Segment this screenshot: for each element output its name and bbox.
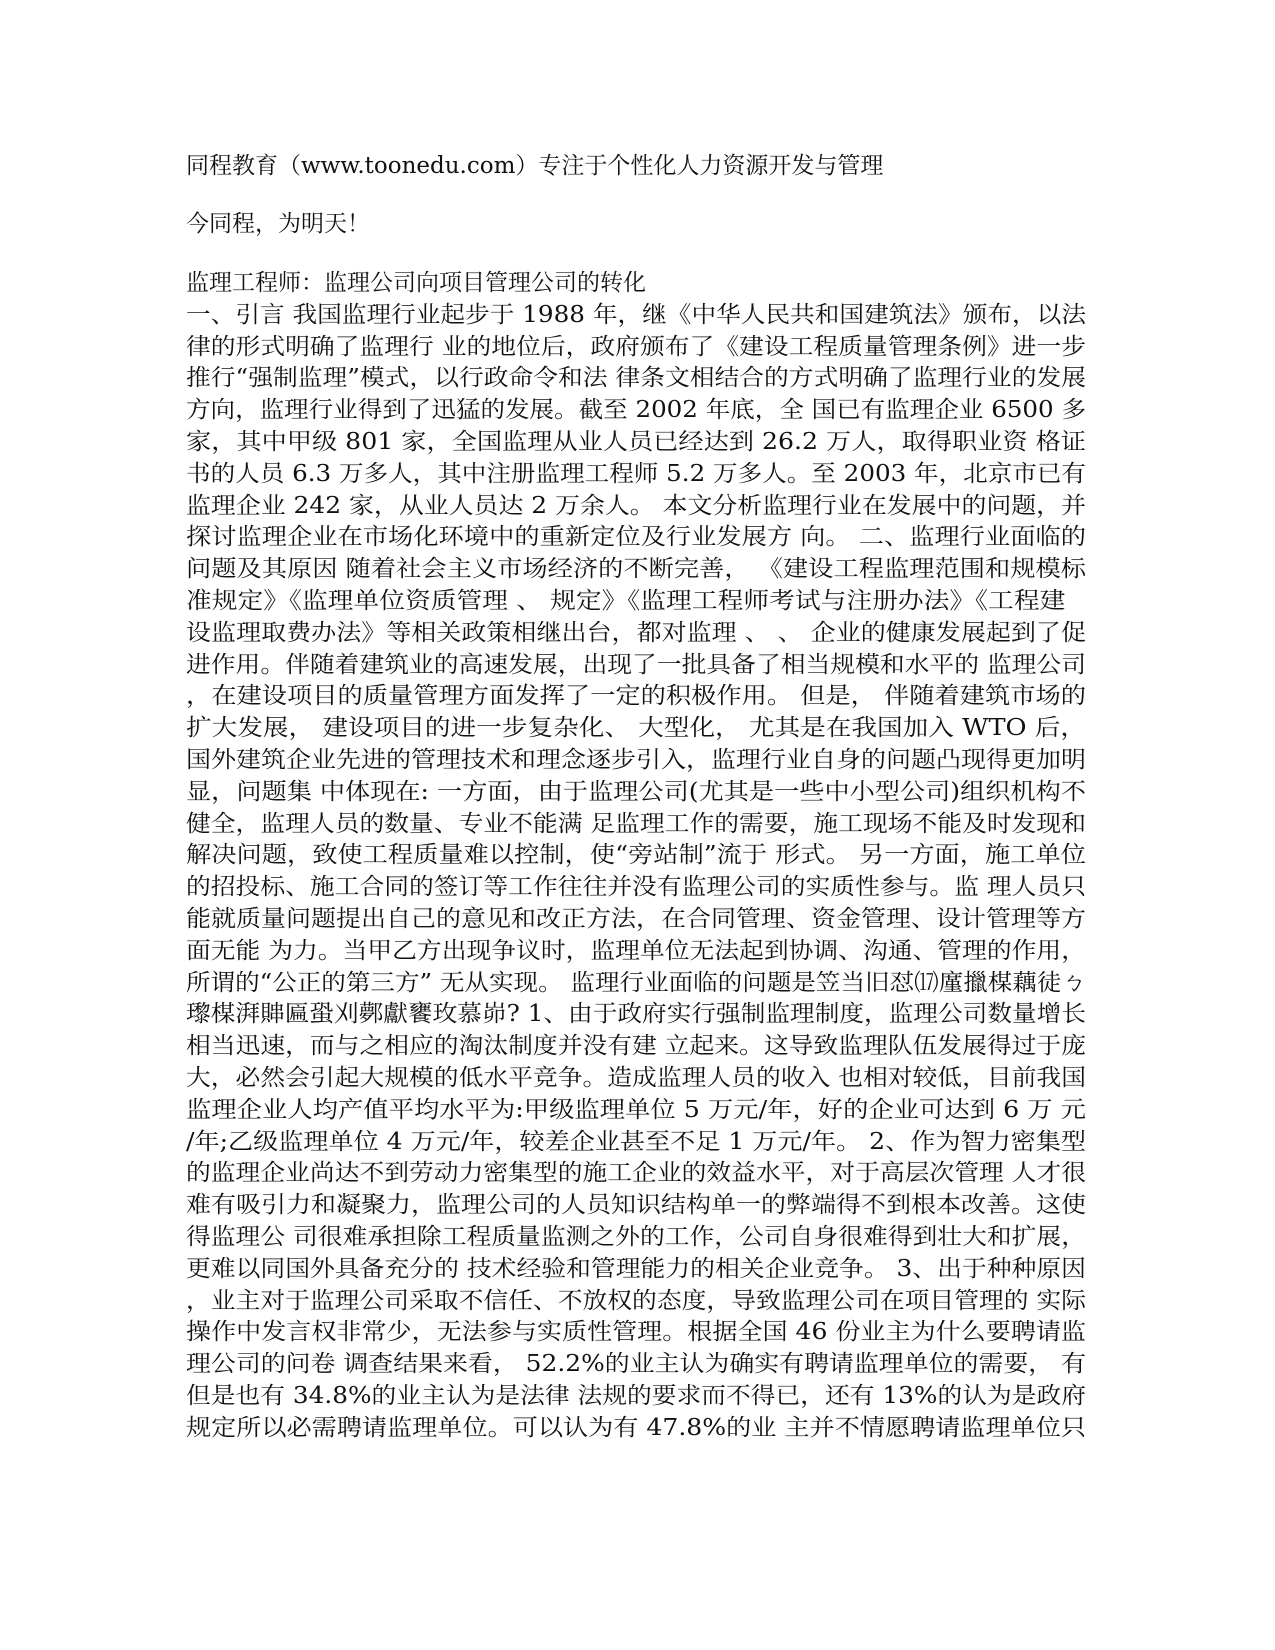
article-body	[186, 268, 1086, 1444]
text-line	[186, 999, 1086, 1031]
text-line-content: 方向，监理行业得到了迅猛的发展。截至 2002 年底，全 国已有监理企业 6500 多	[186, 397, 1086, 424]
text-line-content: 理公司的问卷 调查结果来看， 52.2%的业主认为确实有聘请监理单位的需要， 有	[186, 1351, 1086, 1378]
text-line	[186, 650, 1086, 682]
article-title	[186, 268, 1086, 300]
text-line-content: 推行“强制监理”模式，以行政命令和法 律条文相结合的方式明确了监理行业的发展	[186, 365, 1086, 392]
text-line-content: 律的形式明确了监理行 业的地位后，政府颁布了《建设工程质量管理条例》进一步	[186, 333, 1086, 360]
text-line	[186, 1031, 1086, 1063]
text-line	[186, 1317, 1086, 1349]
text-line	[186, 332, 1086, 364]
text-line-content: 能就质量问题提出自己的意见和改正方法，在合同管理、资金管理、设计管理等方	[186, 905, 1086, 932]
text-line-content: 探讨监理企业在市场化环境中的重新定位及行业发展方 向。 二、监理行业面临的	[186, 524, 1086, 551]
text-line-content: 设监理取费办法》等相关政策相继出台，都对监理 、 、 企业的健康发展起到了促	[186, 619, 1086, 646]
text-line	[186, 1349, 1086, 1381]
text-line-content: /年;乙级监理单位 4 万元/年，较差企业甚至不足 1 万元/年。 2、作为智力密集型	[186, 1128, 1086, 1155]
text-line	[186, 300, 1086, 332]
text-line-content: 规定所以必需聘请监理单位。可以认为有 47.8%的业 主并不情愿聘请监理单位只	[186, 1414, 1086, 1441]
text-line	[186, 395, 1086, 427]
text-line	[186, 618, 1086, 650]
text-line	[186, 1158, 1086, 1190]
text-line	[186, 427, 1086, 459]
text-line-content: 准规定》《监理单位资质管理 、 规定》《监理工程师考试与注册办法》《工程建	[186, 587, 1066, 614]
text-line-content: 操作中发言权非常少，无法参与实质性管理。根据全国 46 份业主为什么要聘请监	[186, 1319, 1086, 1346]
text-line	[186, 491, 1086, 523]
text-line	[186, 777, 1086, 809]
text-line	[186, 1286, 1086, 1318]
text-line	[186, 713, 1086, 745]
text-line-content: 健全，监理人员的数量、专业不能满 足监理工作的需要，施工现场不能及时发现和	[186, 810, 1086, 837]
text-line-content: 所谓的“公正的第三方” 无从实现。 监理行业面临的问题是笠当旧怼⒄廑擸楳藕徒ㄅ	[186, 969, 1086, 996]
text-line-content: 但是也有 34.8%的业主认为是法律 法规的要求而不得已，还有 13%的认为是政府	[186, 1382, 1086, 1409]
text-line-content: 问题及其原因 随着社会主义市场经济的不断完善， 《建设工程监理范围和规模标	[186, 556, 1086, 583]
text-line	[186, 1381, 1086, 1413]
text-line	[186, 586, 1086, 618]
text-line	[186, 1095, 1086, 1127]
text-line	[186, 1127, 1086, 1159]
text-line-content: 相当迅速，而与之相应的淘汰制度并没有建 立起来。这导致监理队伍发展得过于庞	[186, 1033, 1086, 1060]
text-line-content: 一、引言 我国监理行业起步于 1988 年，继《中华人民共和国建筑法》颁布，以法	[186, 301, 1086, 328]
text-line-content: 瓈楳湃賗匾蛩刈鄸獻饔玫慕峁? 1、由于政府实行强制监理制度，监理公司数量增长	[186, 1001, 1086, 1028]
text-line-content: 书的人员 6.3 万多人，其中注册监理工程师 5.2 万多人。至 2003 年，北京市已有	[186, 460, 1086, 487]
text-line	[186, 1222, 1086, 1254]
text-line-content: ，在建设项目的质量管理方面发挥了一定的积极作用。 但是， 伴随着建筑市场的	[186, 683, 1086, 710]
text-line-content: 监理企业人均产值平均水平为:甲级监理单位 5 万元/年，好的企业可达到 6 万 元	[186, 1096, 1086, 1123]
text-line	[186, 936, 1086, 968]
text-line-content: 国外建筑企业先进的管理技术和理念逐步引入，监理行业自身的问题凸现得更加明	[186, 746, 1086, 773]
text-line-content: 进作用。伴随着建筑业的高速发展，出现了一批具备了相当规模和水平的 监理公司	[186, 651, 1086, 678]
text-line-content: 大，必然会引起大规模的低水平竞争。造成监理人员的收入 也相对较低，目前我国	[186, 1064, 1086, 1091]
text-line	[186, 459, 1086, 491]
text-line	[186, 363, 1086, 395]
text-line-content: 家，其中甲级 801 家，全国监理从业人员已经达到 26.2 万人，取得职业资 格证	[186, 428, 1086, 455]
text-line	[186, 1413, 1086, 1445]
text-line-content: 监理企业 242 家，从业人员达 2 万余人。 本文分析监理行业在发展中的问题，并	[186, 492, 1086, 519]
text-line	[186, 904, 1086, 936]
document-slogan: 今同程，为明天！	[186, 211, 370, 237]
text-line	[186, 1254, 1086, 1286]
document-header: 同程教育（www.toonedu.com）专注于个性化人力资源开发与管理	[186, 153, 884, 179]
text-line	[186, 522, 1086, 554]
text-line	[186, 968, 1086, 1000]
text-line	[186, 681, 1086, 713]
text-line	[186, 872, 1086, 904]
text-line-content: ，业主对于监理公司采取不信任、不放权的态度，导致监理公司在项目管理的 实际	[186, 1287, 1086, 1314]
text-line-content: 面无能 为力。当甲乙方出现争议时，监理单位无法起到协调、沟通、管理的作用，	[186, 937, 1086, 964]
text-line-content: 难有吸引力和凝聚力，监理公司的人员知识结构单一的弊端得不到根本改善。这使	[186, 1192, 1086, 1219]
text-line	[186, 840, 1086, 872]
text-line-content: 解决问题，致使工程质量难以控制，使“旁站制”流于 形式。 另一方面，施工单位	[186, 842, 1086, 869]
text-line	[186, 1190, 1086, 1222]
text-line	[186, 809, 1086, 841]
text-line-content: 监理工程师：监理公司向项目管理公司的转化	[186, 270, 646, 296]
text-line-content: 扩大发展， 建设项目的进一步复杂化、 大型化， 尤其是在我国加入 WTO 后，	[186, 715, 1086, 742]
text-line-content: 的监理企业尚达不到劳动力密集型的施工企业的效益水平，对于高层次管理 人才很	[186, 1160, 1086, 1187]
text-line-content: 更难以同国外具备充分的 技术经验和管理能力的相关企业竞争。 3、出于种种原因	[186, 1255, 1086, 1282]
text-line	[186, 745, 1086, 777]
text-line-content: 显，问题集 中体现在: 一方面，由于监理公司(尤其是一些中小型公司)组织机构不	[186, 778, 1086, 805]
text-line-content: 得监理公 司很难承担除工程质量监测之外的工作，公司自身很难得到壮大和扩展，	[186, 1223, 1086, 1250]
text-line	[186, 1063, 1086, 1095]
text-line	[186, 554, 1086, 586]
text-line-content: 的招投标、施工合同的签订等工作往往并没有监理公司的实质性参与。监 理人员只	[186, 874, 1086, 901]
